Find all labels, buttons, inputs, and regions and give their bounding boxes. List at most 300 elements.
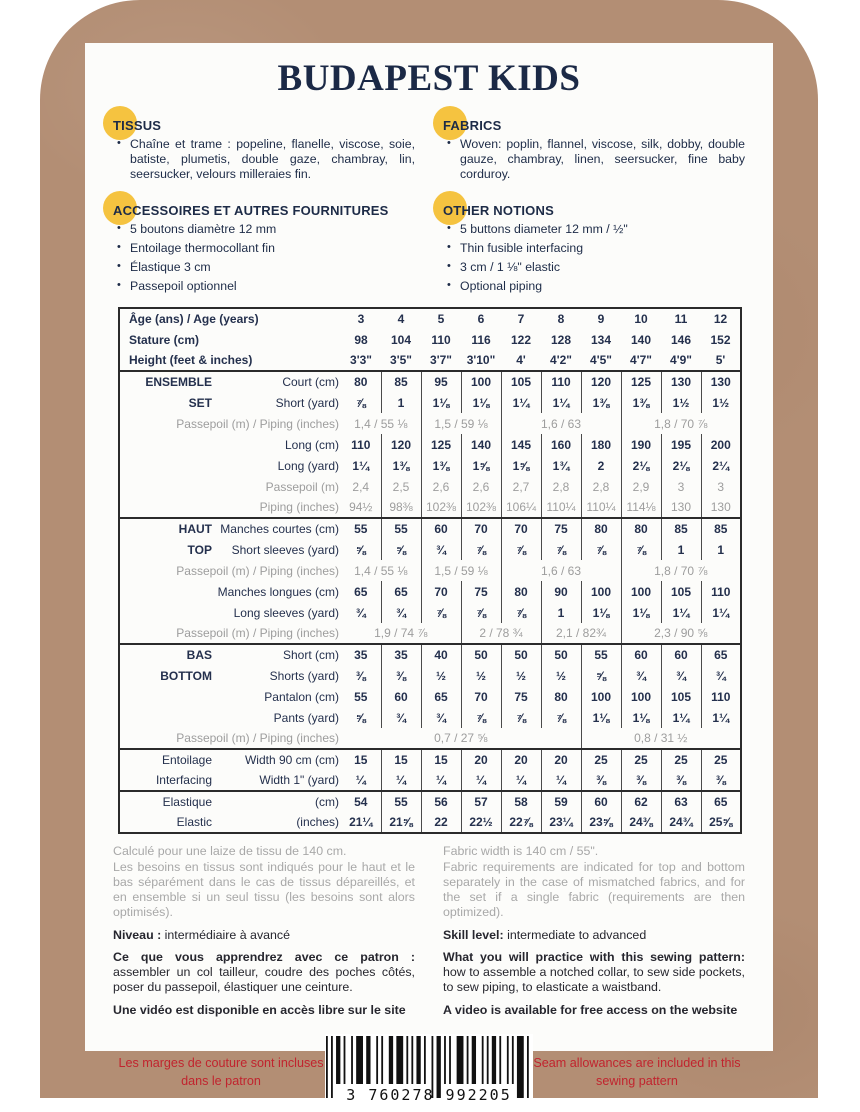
table-cell: Passepoil (m) / Piping (inches) xyxy=(176,731,339,746)
skill-level-fr: Niveau : intermédiaire à avancé xyxy=(113,927,291,942)
table-cell: 80 xyxy=(621,518,661,539)
table-cell: 20 xyxy=(461,749,501,770)
table-cell: 1⅜ xyxy=(421,455,461,476)
table-cell: 65 xyxy=(701,644,741,665)
table-cell: 5 xyxy=(437,312,445,327)
table-cell: 98⅜ xyxy=(381,497,421,518)
table-cell: 80 xyxy=(341,371,381,392)
table-cell: 110¼ xyxy=(581,497,621,518)
table-cell: 23⅝ xyxy=(581,812,621,833)
table-row xyxy=(119,455,741,476)
table-cell: Entoilage xyxy=(119,749,214,770)
table-cell: 1⅛ xyxy=(581,602,621,623)
table-cell: 20 xyxy=(541,749,581,770)
table-cell: 59 xyxy=(541,791,581,812)
table-cell: 15 xyxy=(381,749,421,770)
table-row xyxy=(119,812,741,833)
table-row xyxy=(119,497,741,518)
table-cell: ENSEMBLE xyxy=(119,371,214,392)
table-cell: 195 xyxy=(661,434,701,455)
table-cell: Manches longues (cm) xyxy=(217,584,339,599)
table-cell: 35 xyxy=(341,644,381,665)
table-cell: 3'7" xyxy=(430,353,452,368)
table-cell: 190 xyxy=(621,434,661,455)
table-cell: 2,3 / 90 ⅝ xyxy=(621,623,741,644)
table-cell: Long sleeves (yard) xyxy=(233,605,339,620)
table-cell: 1,4 / 55 ⅛ xyxy=(354,563,408,578)
section-other-notions xyxy=(443,197,745,297)
table-cell: Long (cm) xyxy=(284,437,339,452)
table-cell: 65 xyxy=(354,584,368,599)
table-row xyxy=(119,371,741,392)
table-cell: 2 xyxy=(581,455,621,476)
learn-note-en: What you will practice with this sewing pattern: how to assemble a notched collar, to sew side pockets, to sew piping, to elasticate a waistband. xyxy=(443,949,745,995)
table-cell: 2⅛ xyxy=(621,455,661,476)
table-cell: 2,8 xyxy=(581,476,621,497)
table-cell: 100 xyxy=(621,686,661,707)
table-cell: 2,8 xyxy=(541,476,581,497)
fabrics-list xyxy=(443,137,745,181)
table-cell: ⅞ xyxy=(355,395,366,410)
table-row xyxy=(119,518,741,539)
table-cell: 2 / 78 ¾ xyxy=(461,623,541,644)
table-cell: 116 xyxy=(471,332,491,347)
table-cell: 128 xyxy=(550,332,572,347)
table-cell: 1⅛ xyxy=(621,602,661,623)
list-item: • Chaîne et trame : popeline, flanelle, viscose, soie, batiste, plumetis, double gaze, chambray, lin, seersucker, velours milleraies fin. xyxy=(113,137,415,181)
table-cell: 3'3" xyxy=(350,353,372,368)
table-cell: 7 xyxy=(517,312,525,327)
table-cell: 130 xyxy=(661,371,701,392)
table-cell: 22½ xyxy=(461,812,501,833)
table-cell: ¾ xyxy=(661,665,701,686)
table-cell: 1⅛ xyxy=(461,392,501,413)
page-title: BUDAPEST KIDS xyxy=(277,58,581,99)
table-cell: (inches) xyxy=(296,815,339,830)
table-cell: 75 xyxy=(461,581,501,602)
table-cell: 24⅜ xyxy=(621,812,661,833)
table-cell: 62 xyxy=(621,791,661,812)
table-cell: 110 xyxy=(701,581,741,602)
table-cell: 25⅝ xyxy=(701,812,741,833)
table-cell: ½ xyxy=(501,665,541,686)
table-cell: 1,8 / 70 ⅞ xyxy=(621,413,741,434)
table-row xyxy=(119,728,741,749)
table-cell: 25 xyxy=(661,749,701,770)
table-cell: 1⅛ xyxy=(621,707,661,728)
table-cell: 120 xyxy=(381,434,421,455)
table-cell: Elastic xyxy=(176,815,212,830)
table-cell: ⅞ xyxy=(621,539,661,560)
table-cell: Long (yard) xyxy=(277,458,339,473)
tissus-heading: TISSUS xyxy=(113,118,161,133)
list-item: • 5 buttons diameter 12 mm / ½" xyxy=(443,222,745,237)
table-cell: 1¼ xyxy=(352,458,370,473)
table-cell: ⅝ xyxy=(355,542,366,557)
table-cell: 94½ xyxy=(349,500,373,515)
footer-en xyxy=(443,844,745,1018)
bottom-row xyxy=(113,1034,745,1112)
table-cell: 70 xyxy=(501,518,541,539)
table-row xyxy=(119,602,741,623)
table-row xyxy=(119,434,741,455)
table-cell: ¾ xyxy=(421,707,461,728)
table-cell: 15 xyxy=(421,749,461,770)
table-cell: 22⅞ xyxy=(501,812,541,833)
table-cell: SET xyxy=(188,395,212,410)
table-cell: Short sleeves (yard) xyxy=(231,542,339,557)
tissus-list xyxy=(113,137,415,181)
table-cell: Height (feet & inches) xyxy=(129,353,253,368)
table-cell: 1 xyxy=(381,392,421,413)
barcode-digits: 3 760278 992205 xyxy=(346,1085,512,1104)
table-cell: 1 xyxy=(541,602,581,623)
table-cell: 50 xyxy=(461,644,501,665)
table-cell: ¼ xyxy=(541,770,581,791)
table-cell: 105 xyxy=(661,686,701,707)
table-row xyxy=(119,350,741,371)
table-cell: 1,9 / 74 ⅞ xyxy=(374,626,428,641)
table-cell: 50 xyxy=(501,644,541,665)
table-cell: 114⅛ xyxy=(621,497,661,518)
table-cell: 23¼ xyxy=(541,812,581,833)
table-cell: Passepoil (m) xyxy=(265,479,339,494)
table-cell: 40 xyxy=(421,644,461,665)
table-cell: 98 xyxy=(354,332,368,347)
footer-section xyxy=(113,844,745,1018)
table-cell: 2,6 xyxy=(421,476,461,497)
table-cell: 105 xyxy=(661,581,701,602)
size-table xyxy=(118,307,742,834)
list-item: • Passepoil optionnel xyxy=(113,279,415,294)
list-item: • 5 boutons diamètre 12 mm xyxy=(113,222,415,237)
table-cell: 110¼ xyxy=(541,497,581,518)
table-cell: 4'2" xyxy=(550,353,572,368)
table-cell: Court (cm) xyxy=(214,371,341,392)
table-cell: 25 xyxy=(581,749,621,770)
table-cell: 1⅜ xyxy=(621,392,661,413)
table-row xyxy=(119,686,741,707)
other-notions-heading: OTHER NOTIONS xyxy=(443,203,554,218)
table-cell: ⅞ xyxy=(501,707,541,728)
table-cell: 1⅜ xyxy=(581,392,621,413)
table-cell: 100 xyxy=(581,581,621,602)
section-accessoires xyxy=(113,197,415,297)
table-cell: Passepoil (m) / Piping (inches) xyxy=(176,626,339,641)
table-row xyxy=(119,749,741,770)
table-cell: 22 xyxy=(421,812,461,833)
table-cell: ¼ xyxy=(355,773,366,788)
table-cell: 55 xyxy=(581,644,621,665)
table-cell: Pants (yard) xyxy=(273,710,339,725)
table-cell: ¾ xyxy=(701,665,741,686)
table-cell: 152 xyxy=(710,332,731,347)
learn-note-fr: Ce que vous apprendrez avec ce patron : assembler un col tailleur, coudre des poches côtés, poser du passepoil, élastiquer une ceinture. xyxy=(113,949,415,995)
table-cell: 4'9" xyxy=(670,353,692,368)
table-cell: 10 xyxy=(634,312,648,327)
table-cell: 65 xyxy=(381,581,421,602)
table-cell: ⅜ xyxy=(355,668,366,683)
table-cell: 85 xyxy=(661,518,701,539)
requirements-note-en: Fabric requirements are indicated for top and bottom separately in the case of mismatched fabrics, and for the set if a single fabric (requirements are then optimized). xyxy=(443,859,745,920)
table-cell: 60 xyxy=(381,686,421,707)
fabric-width-note-fr: Calculé pour une laize de tissu de 140 cm. xyxy=(113,844,347,859)
table-cell: 65 xyxy=(701,791,741,812)
table-row xyxy=(119,413,741,434)
table-cell: 63 xyxy=(661,791,701,812)
table-cell: Short (cm) xyxy=(214,644,341,665)
table-cell: 60 xyxy=(661,644,701,665)
table-cell: Elastique xyxy=(119,791,214,812)
table-cell: 130 xyxy=(701,371,741,392)
table-cell: 55 xyxy=(381,791,421,812)
table-cell: 1¼ xyxy=(701,707,741,728)
table-cell: ⅜ xyxy=(581,770,621,791)
table-cell: BOTTOM xyxy=(160,668,212,683)
table-cell: 104 xyxy=(390,332,412,347)
table-cell: 4 xyxy=(397,312,405,327)
table-cell: 130 xyxy=(701,497,741,518)
table-cell: 50 xyxy=(541,644,581,665)
table-cell: 102⅜ xyxy=(421,497,461,518)
print-panel xyxy=(85,43,773,1104)
table-cell: Pantalon (cm) xyxy=(264,689,339,704)
table-cell: ½ xyxy=(541,665,581,686)
footer-fr xyxy=(113,844,415,1018)
table-cell: 1 xyxy=(701,539,741,560)
table-cell: 110 xyxy=(431,332,451,347)
table-cell: 11 xyxy=(674,312,688,327)
table-cell: 1,4 / 55 ⅛ xyxy=(354,416,408,431)
table-cell: Passepoil (m) / Piping (inches) xyxy=(176,563,339,578)
table-cell: 140 xyxy=(461,434,501,455)
table-cell: Stature (cm) xyxy=(129,332,200,347)
table-cell: 102⅜ xyxy=(461,497,501,518)
table-cell: ⅝ xyxy=(381,539,421,560)
table-row xyxy=(119,308,741,329)
table-cell: ⅜ xyxy=(381,665,421,686)
table-cell: 1¼ xyxy=(701,602,741,623)
table-cell: 1¼ xyxy=(541,392,581,413)
table-cell: ⅞ xyxy=(501,602,541,623)
table-cell: 70 xyxy=(421,581,461,602)
table-row xyxy=(119,770,741,791)
fabrics-heading: FABRICS xyxy=(443,118,501,133)
table-cell: 1½ xyxy=(661,392,701,413)
table-cell: ⅞ xyxy=(501,539,541,560)
barcode xyxy=(325,1034,533,1112)
table-cell: 105 xyxy=(501,371,541,392)
table-cell: ⅜ xyxy=(701,770,741,791)
table-cell: 65 xyxy=(421,686,461,707)
list-item: • Thin fusible interfacing xyxy=(443,241,745,256)
table-cell: 80 xyxy=(501,581,541,602)
list-item: • Woven: poplin, flannel, viscose, silk, dobby, double gauze, chambray, linen, seersucker, fine baby corduroy. xyxy=(443,137,745,181)
table-cell: ¼ xyxy=(501,770,541,791)
table-cell: 60 xyxy=(421,518,461,539)
table-cell: ¾ xyxy=(421,539,461,560)
requirements-note-fr: Les besoins en tissus sont indiqués pour le haut et le bas séparément dans le cas de tissus dépareillés, et en ensemble si un seul tissu (les besoins sont alors optimisés). xyxy=(113,859,415,920)
table-cell: 70 xyxy=(461,518,501,539)
table-cell: 80 xyxy=(581,518,621,539)
table-cell: 12 xyxy=(713,312,728,327)
table-cell: 35 xyxy=(381,644,421,665)
table-cell: 1⅝ xyxy=(501,455,541,476)
table-cell: 2⅛ xyxy=(661,455,701,476)
table-cell: 160 xyxy=(541,434,581,455)
table-cell: 2¼ xyxy=(701,455,741,476)
size-table-body xyxy=(119,308,741,833)
table-cell: 20 xyxy=(501,749,541,770)
table-cell: 0,7 / 27 ⅝ xyxy=(434,731,488,746)
table-cell: Short (yard) xyxy=(275,395,339,410)
table-cell: 130 xyxy=(661,497,701,518)
table-cell: Shorts (yard) xyxy=(269,668,339,683)
table-cell: 1,5 / 59 ⅛ xyxy=(421,560,501,581)
table-cell: 4' xyxy=(516,353,526,368)
table-cell: 60 xyxy=(621,644,661,665)
table-row xyxy=(119,581,741,602)
table-cell: ¼ xyxy=(381,770,421,791)
table-cell: 1⅜ xyxy=(381,455,421,476)
table-cell: 4'7" xyxy=(630,353,652,368)
table-row xyxy=(119,392,741,413)
seam-note-fr: Les marges de couture sont incluses dans le patron xyxy=(118,1056,324,1088)
table-cell: 140 xyxy=(630,332,652,347)
table-cell: ⅝ xyxy=(355,710,366,725)
table-cell: Interfacing xyxy=(155,773,212,788)
table-cell: ⅜ xyxy=(621,770,661,791)
table-cell: ⅞ xyxy=(461,602,501,623)
table-row xyxy=(119,623,741,644)
fabric-width-note-en: Fabric width is 140 cm / 55". xyxy=(443,844,599,859)
table-cell: 2,5 xyxy=(381,476,421,497)
seam-note-en: Seam allowances are included in this sewing pattern xyxy=(533,1056,741,1088)
table-cell: 3 xyxy=(357,312,365,327)
table-cell: Width 90 cm (cm) xyxy=(214,749,341,770)
table-cell: 3'10" xyxy=(466,353,496,368)
table-cell: ⅝ xyxy=(581,665,621,686)
table-cell: 1,6 / 63 xyxy=(501,413,621,434)
table-cell: 1,5 / 59 ⅛ xyxy=(421,413,501,434)
table-row xyxy=(119,329,741,350)
section-fabrics xyxy=(443,112,745,185)
table-cell: 25 xyxy=(701,749,741,770)
table-row xyxy=(119,476,741,497)
other-notions-list xyxy=(443,222,745,293)
table-cell: Passepoil (m) / Piping (inches) xyxy=(176,416,339,431)
table-cell: 3 xyxy=(661,476,701,497)
table-cell: 6 xyxy=(477,312,485,327)
table-cell: TOP xyxy=(187,542,212,557)
table-cell: 180 xyxy=(581,434,621,455)
table-cell: 90 xyxy=(541,581,581,602)
table-cell: 110 xyxy=(351,437,371,452)
table-cell: 1¼ xyxy=(661,602,701,623)
table-cell: 1⅛ xyxy=(421,392,461,413)
table-cell: ⅞ xyxy=(541,707,581,728)
table-cell: 24¾ xyxy=(661,812,701,833)
table-cell: 15 xyxy=(341,749,381,770)
table-cell: 8 xyxy=(557,312,565,327)
table-cell: 3 xyxy=(701,476,741,497)
table-cell: ¾ xyxy=(381,707,421,728)
table-cell: HAUT xyxy=(119,518,214,539)
table-cell: 85 xyxy=(381,371,421,392)
table-cell: 100 xyxy=(621,581,661,602)
table-cell: 2,9 xyxy=(621,476,661,497)
table-cell: 2,4 xyxy=(352,479,370,494)
table-cell: 106¼ xyxy=(501,497,541,518)
table-cell: 125 xyxy=(621,371,661,392)
table-cell: ¾ xyxy=(621,665,661,686)
table-cell: 80 xyxy=(541,686,581,707)
table-cell: 85 xyxy=(701,518,741,539)
table-cell: 110 xyxy=(541,371,581,392)
table-cell: 1,8 / 70 ⅞ xyxy=(621,560,741,581)
table-cell: 120 xyxy=(581,371,621,392)
table-cell: 1,6 / 63 xyxy=(501,560,621,581)
table-cell: 100 xyxy=(461,371,501,392)
accessoires-list xyxy=(113,222,415,293)
table-cell: 146 xyxy=(670,332,692,347)
table-cell: 200 xyxy=(701,434,741,455)
table-cell: ⅞ xyxy=(461,707,501,728)
table-cell: 2,7 xyxy=(501,476,541,497)
table-row xyxy=(119,707,741,728)
table-cell: 100 xyxy=(581,686,621,707)
table-cell: 2,6 xyxy=(461,476,501,497)
table-cell: 1¾ xyxy=(541,455,581,476)
table-cell: ¾ xyxy=(355,605,366,620)
section-tissus xyxy=(113,112,415,185)
table-cell: 110 xyxy=(701,686,741,707)
table-cell: 1½ xyxy=(701,392,741,413)
table-row xyxy=(119,665,741,686)
table-cell: 1¼ xyxy=(501,392,541,413)
table-cell: 58 xyxy=(501,791,541,812)
table-cell: Width 1" (yard) xyxy=(259,773,339,788)
table-cell: 75 xyxy=(541,518,581,539)
list-item: • Optional piping xyxy=(443,279,745,294)
table-cell: 5' xyxy=(715,353,726,368)
table-cell: 75 xyxy=(501,686,541,707)
table-cell: ¾ xyxy=(381,602,421,623)
table-cell: 25 xyxy=(621,749,661,770)
table-cell: Piping (inches) xyxy=(259,500,339,515)
table-cell: ¼ xyxy=(421,770,461,791)
table-cell: 145 xyxy=(501,434,541,455)
table-row xyxy=(119,560,741,581)
table-cell: 0,8 / 31 ½ xyxy=(581,728,741,749)
table-cell: 54 xyxy=(341,791,381,812)
table-cell: 56 xyxy=(421,791,461,812)
table-cell: Âge (ans) / Age (years) xyxy=(129,312,259,327)
table-cell: 57 xyxy=(461,791,501,812)
table-cell: 1⅛ xyxy=(581,707,621,728)
table-cell: 134 xyxy=(590,332,612,347)
table-cell: ⅜ xyxy=(661,770,701,791)
list-item: • Élastique 3 cm xyxy=(113,260,415,275)
table-cell: 60 xyxy=(581,791,621,812)
table-cell: 21¼ xyxy=(349,815,373,830)
table-cell: 55 xyxy=(341,518,381,539)
table-cell: 122 xyxy=(510,332,532,347)
table-cell: BAS xyxy=(119,644,214,665)
list-item: • Entoilage thermocollant fin xyxy=(113,241,415,256)
table-cell: ⅞ xyxy=(421,602,461,623)
table-cell: 2,1 / 82¾ xyxy=(541,623,621,644)
